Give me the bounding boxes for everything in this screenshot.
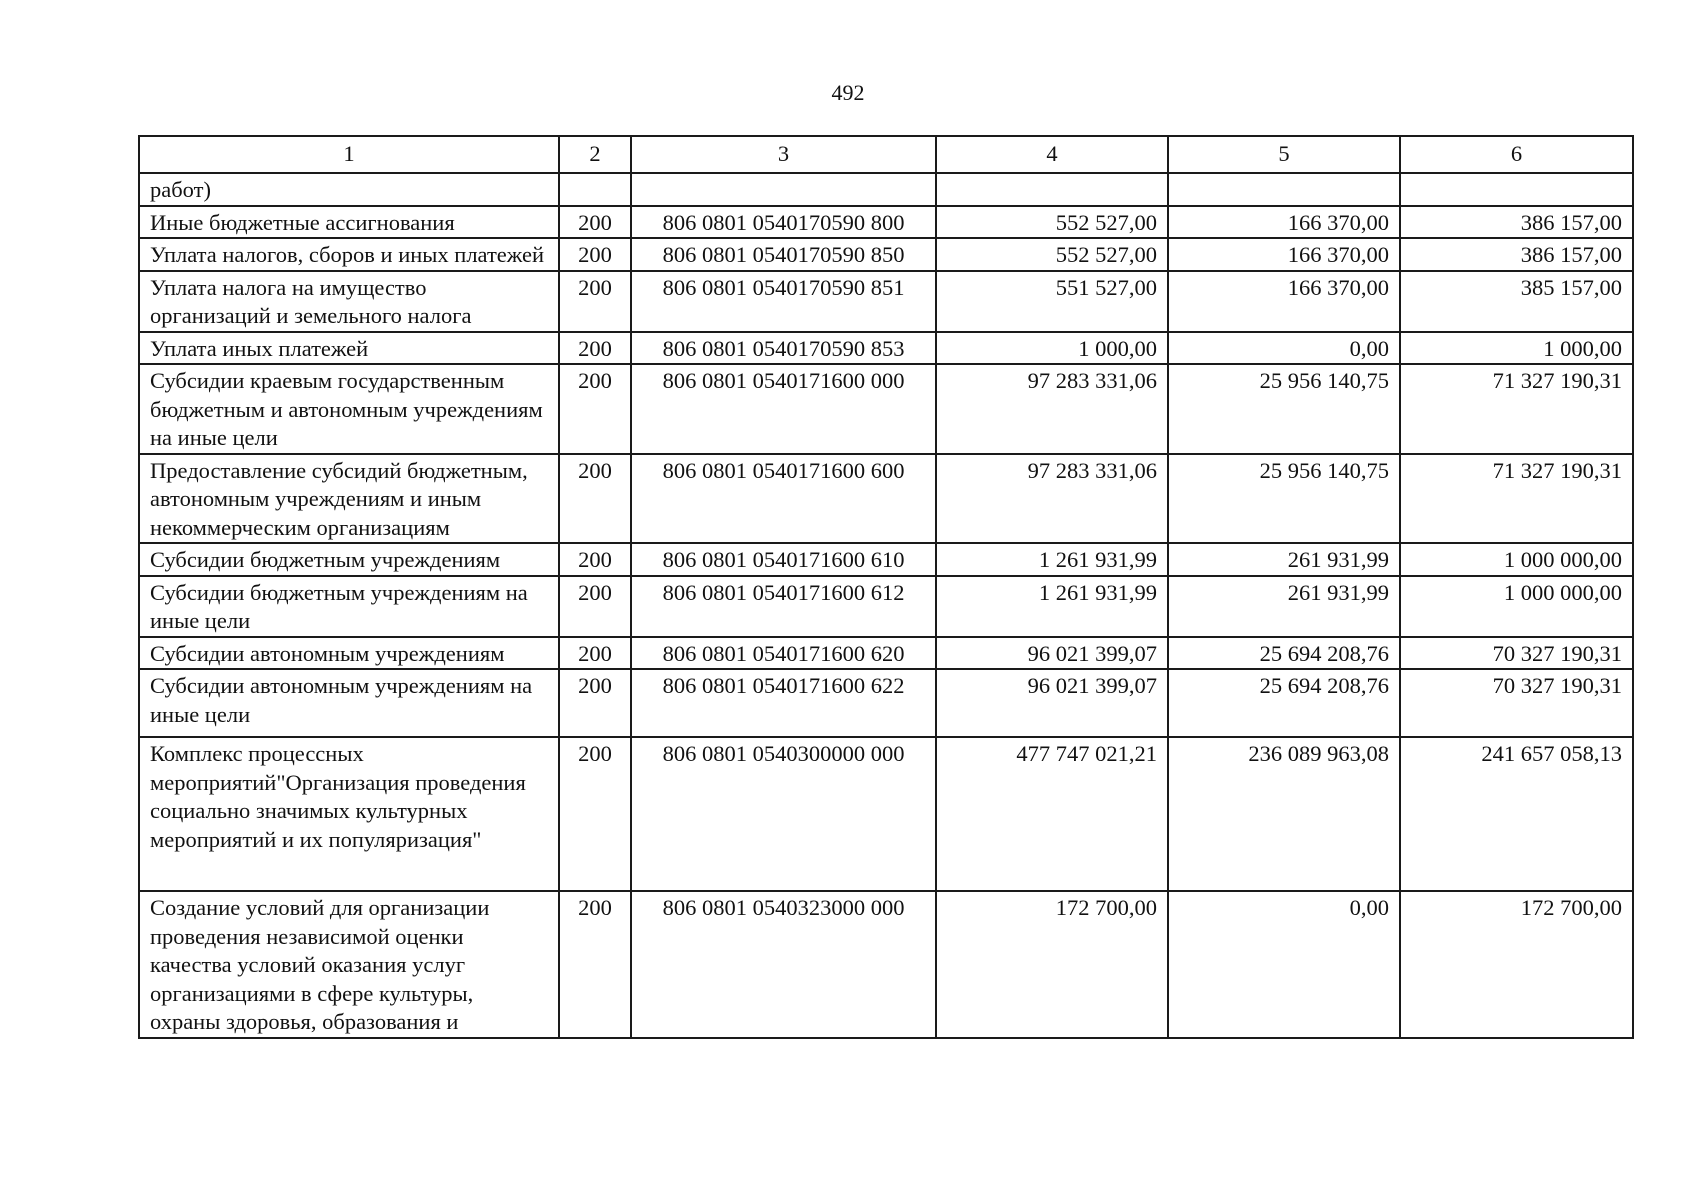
row-kbk: 806 0801 0540170590 853 (631, 332, 936, 365)
header-row (139, 136, 1633, 173)
row-kbk: 806 0801 0540170590 850 (631, 238, 936, 271)
row-col5: 25 956 140,75 (1168, 454, 1400, 544)
row-name: Субсидии бюджетным учреждениям (139, 543, 559, 576)
row-code: 200 (559, 576, 631, 637)
row-col5: 166 370,00 (1168, 238, 1400, 271)
row-col6: 386 157,00 (1400, 238, 1633, 271)
row-kbk: 806 0801 0540171600 620 (631, 637, 936, 670)
row-col6: 70 327 190,31 (1400, 637, 1633, 670)
table-header (139, 136, 1633, 173)
row-name: Субсидии автономным учреждениям на иные цели (139, 669, 559, 737)
column-header-5: 5 (1168, 136, 1400, 173)
row-kbk: 806 0801 0540300000 000 (631, 737, 936, 891)
row-col4: 477 747 021,21 (936, 737, 1168, 891)
table-row (139, 238, 1633, 271)
row-name: Иные бюджетные ассигнования (139, 206, 559, 239)
row-kbk (631, 173, 936, 206)
row-col5: 261 931,99 (1168, 576, 1400, 637)
row-col6: 172 700,00 (1400, 891, 1633, 1038)
row-name: Уплата налогов, сборов и иных платежей (139, 238, 559, 271)
table-row (139, 669, 1633, 737)
row-name: работ) (139, 173, 559, 206)
table-row (139, 737, 1633, 891)
table-body (139, 173, 1633, 1038)
table-row (139, 206, 1633, 239)
row-col4 (936, 173, 1168, 206)
row-col5: 236 089 963,08 (1168, 737, 1400, 891)
row-col6: 1 000,00 (1400, 332, 1633, 365)
row-col5: 25 694 208,76 (1168, 669, 1400, 737)
row-code: 200 (559, 206, 631, 239)
column-header-1: 1 (139, 136, 559, 173)
row-col4: 97 283 331,06 (936, 454, 1168, 544)
row-name: Субсидии краевым государственным бюджетным и автономным учреждениям на иные цели (139, 364, 559, 454)
row-kbk: 806 0801 0540171600 612 (631, 576, 936, 637)
table-row (139, 332, 1633, 365)
row-name: Субсидии бюджетным учреждениям на иные цели (139, 576, 559, 637)
table-row (139, 454, 1633, 544)
row-col4: 96 021 399,07 (936, 637, 1168, 670)
table-row (139, 543, 1633, 576)
row-code: 200 (559, 364, 631, 454)
row-code: 200 (559, 891, 631, 1038)
row-code (559, 173, 631, 206)
row-col6: 71 327 190,31 (1400, 364, 1633, 454)
row-code: 200 (559, 271, 631, 332)
row-kbk: 806 0801 0540170590 800 (631, 206, 936, 239)
row-col4: 1 000,00 (936, 332, 1168, 365)
row-col6: 1 000 000,00 (1400, 543, 1633, 576)
row-code: 200 (559, 454, 631, 544)
row-col5: 25 694 208,76 (1168, 637, 1400, 670)
row-name: Предоставление субсидий бюджетным, автономным учреждениям и иным некоммерческим организациям (139, 454, 559, 544)
column-header-4: 4 (936, 136, 1168, 173)
row-code: 200 (559, 543, 631, 576)
row-name: Субсидии автономным учреждениям (139, 637, 559, 670)
table-row (139, 173, 1633, 206)
row-col4: 96 021 399,07 (936, 669, 1168, 737)
table-row (139, 891, 1633, 1038)
table-row (139, 637, 1633, 670)
row-code: 200 (559, 737, 631, 891)
column-header-3: 3 (631, 136, 936, 173)
row-col5: 0,00 (1168, 891, 1400, 1038)
row-kbk: 806 0801 0540323000 000 (631, 891, 936, 1038)
row-col4: 552 527,00 (936, 238, 1168, 271)
row-col4: 552 527,00 (936, 206, 1168, 239)
table-row (139, 271, 1633, 332)
row-col6: 70 327 190,31 (1400, 669, 1633, 737)
row-code: 200 (559, 238, 631, 271)
row-col6: 386 157,00 (1400, 206, 1633, 239)
row-kbk: 806 0801 0540171600 610 (631, 543, 936, 576)
column-header-6: 6 (1400, 136, 1633, 173)
row-col6: 71 327 190,31 (1400, 454, 1633, 544)
row-col5: 25 956 140,75 (1168, 364, 1400, 454)
row-kbk: 806 0801 0540171600 622 (631, 669, 936, 737)
row-col5: 261 931,99 (1168, 543, 1400, 576)
row-code: 200 (559, 637, 631, 670)
row-col4: 551 527,00 (936, 271, 1168, 332)
table-row (139, 364, 1633, 454)
row-col5: 166 370,00 (1168, 206, 1400, 239)
row-col4: 97 283 331,06 (936, 364, 1168, 454)
budget-table (138, 135, 1634, 1039)
row-code: 200 (559, 669, 631, 737)
row-name: Комплекс процессных мероприятий"Организация проведения социально значимых культурных мероприятий и их популяризация" (139, 737, 559, 891)
row-col5: 166 370,00 (1168, 271, 1400, 332)
row-code: 200 (559, 332, 631, 365)
table-row (139, 576, 1633, 637)
row-name: Уплата налога на имущество организаций и земельного налога (139, 271, 559, 332)
row-kbk: 806 0801 0540171600 600 (631, 454, 936, 544)
row-col5 (1168, 173, 1400, 206)
row-col4: 172 700,00 (936, 891, 1168, 1038)
row-col6: 385 157,00 (1400, 271, 1633, 332)
row-col5: 0,00 (1168, 332, 1400, 365)
page-number: 492 (831, 80, 865, 105)
row-col6: 1 000 000,00 (1400, 576, 1633, 637)
row-name: Создание условий для организации проведения независимой оценки качества условий оказания услуг организациями в сфере культуры, охраны здоровья, образования и (139, 891, 559, 1038)
row-kbk: 806 0801 0540170590 851 (631, 271, 936, 332)
row-name: Уплата иных платежей (139, 332, 559, 365)
row-col4: 1 261 931,99 (936, 543, 1168, 576)
row-col6 (1400, 173, 1633, 206)
column-header-2: 2 (559, 136, 631, 173)
row-col4: 1 261 931,99 (936, 576, 1168, 637)
row-col6: 241 657 058,13 (1400, 737, 1633, 891)
row-kbk: 806 0801 0540171600 000 (631, 364, 936, 454)
